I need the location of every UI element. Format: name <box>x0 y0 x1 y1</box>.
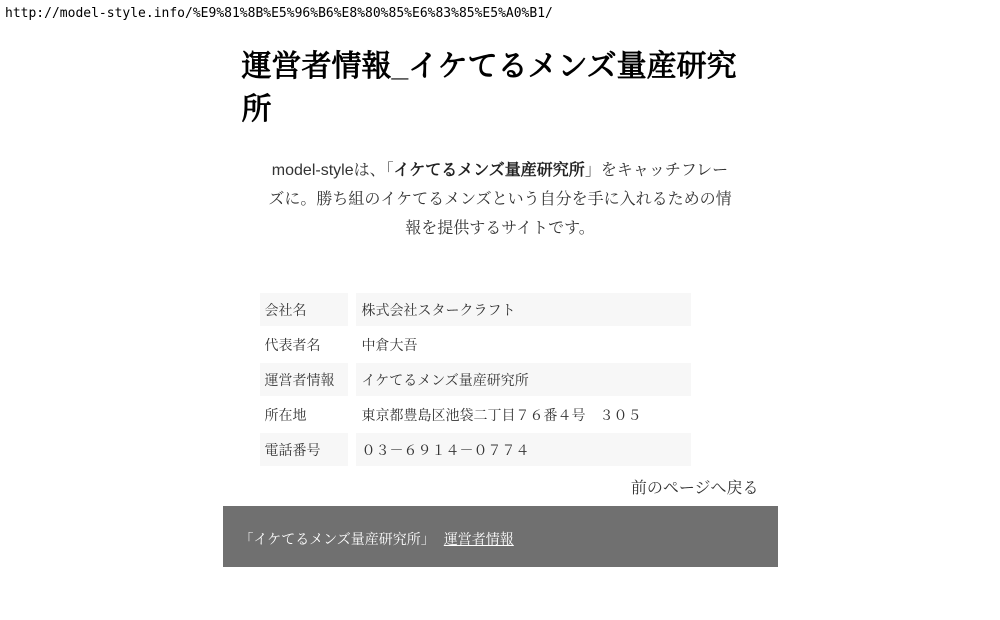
intro-line-2: ズに。勝ち組のイケてるメンズという自分を手に入れるための情 <box>268 191 732 208</box>
intro-line-3: 報を提供するサイトです。 <box>405 220 595 237</box>
row-label: 運営者情報 <box>260 363 348 396</box>
row-value: 株式会社スタークラフト <box>356 293 691 326</box>
footer <box>223 506 778 567</box>
table-row-address <box>260 398 691 431</box>
intro-line-1 <box>242 156 759 185</box>
row-label: 所在地 <box>260 398 348 431</box>
row-value: 中倉大吾 <box>356 328 691 361</box>
row-value: イケてるメンズ量産研究所 <box>356 363 691 396</box>
intro-line1-prefix: model-styleは、「 <box>271 162 394 179</box>
row-value: ０３－６９１４－０７７４ <box>356 433 691 466</box>
intro-paragraph <box>242 156 759 243</box>
row-value: 東京都豊島区池袋二丁目７６番４号 ３０５ <box>356 398 691 431</box>
page-container <box>223 0 778 567</box>
footer-operator-link[interactable]: 運営者情報 <box>443 531 514 547</box>
row-label: 電話番号 <box>260 433 348 466</box>
page-url: http://model-style.info/%E9%81%8B%E5%96%B6%E8%80%85%E6%83%85%E5%A0%B1/ <box>5 6 553 21</box>
table-row-phone <box>260 433 691 466</box>
company-info-table <box>260 293 691 466</box>
table-row-representative <box>260 328 691 361</box>
row-label: 代表者名 <box>260 328 348 361</box>
back-link-row <box>242 479 759 499</box>
intro-bold-catchphrase: イケてるメンズ量産研究所 <box>393 162 585 179</box>
table-row-operator <box>260 363 691 396</box>
page-title: 運営者情報_イケてるメンズ量産研究所 <box>241 50 737 126</box>
footer-site-name: 「イケてるメンズ量産研究所」 <box>239 531 435 547</box>
table-row-company <box>260 293 691 326</box>
main-content <box>223 45 778 499</box>
back-link[interactable]: 前のページへ戻る <box>630 480 759 497</box>
intro-line1-suffix: 」をキャッチフレー <box>584 162 729 179</box>
row-label: 会社名 <box>260 293 348 326</box>
